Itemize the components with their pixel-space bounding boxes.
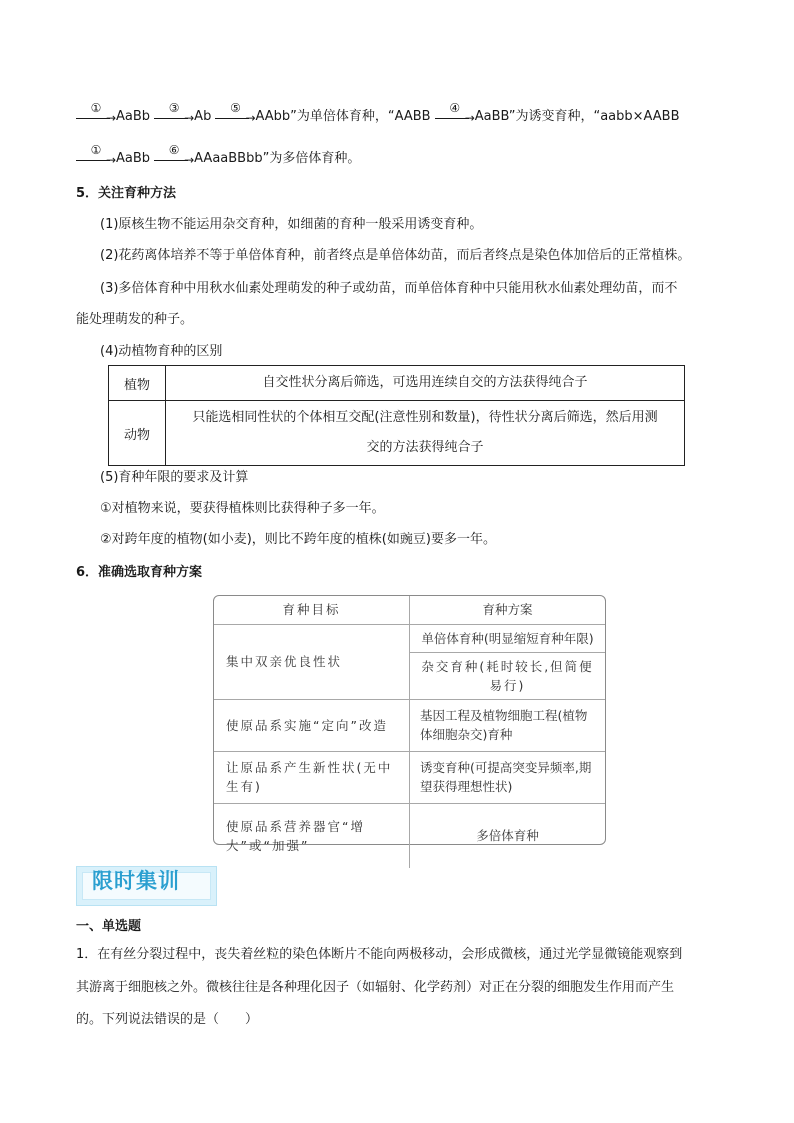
table-header-goal: 育种目标 [214, 596, 410, 624]
table-plan-cell: 杂交育种(耗时较长,但简便易行) [410, 652, 606, 699]
table-goal-cell: 集中双亲优良性状 [214, 624, 410, 699]
question-1-line-2: 其游离于细胞核之外。微核往往是各种理化因子（如辐射、化学药剂）对正在分裂的细胞发生作用而产生 [76, 980, 675, 995]
table-goal-cell: 使原品系实施“定向”改造 [214, 699, 410, 751]
notation-line-2 [76, 143, 361, 169]
paragraph-5-item-1: ①对植物来说，要获得植株则比获得种子多一年。 [100, 501, 385, 516]
arrow-step-6: ⑥ → [154, 149, 194, 169]
table-goal-cell: 让原品系产生新性状(无中生有) [214, 751, 410, 803]
paragraph-5-item-2: ②对跨年度的植物(如小麦)，则比不跨年度的植株(如豌豆)要多一年。 [100, 532, 496, 547]
paragraph-4: (4)动植物育种的区别 [100, 344, 223, 359]
table-header-plan: 育种方案 [410, 596, 606, 624]
notation-description: AAaaBBbb”为多倍体育种。 [194, 151, 361, 166]
timed-practice-banner [76, 866, 217, 906]
breeding-plan-table [213, 595, 606, 853]
genotype-text: AaBb [116, 109, 151, 124]
table-cell-label: 植物 [109, 366, 166, 401]
exercise-heading: 一、单选题 [76, 919, 142, 934]
table-plan-cell: 多倍体育种 [410, 803, 606, 868]
table-cell-label: 动物 [109, 401, 166, 466]
section-6-heading: 6．准确选取育种方案 [76, 565, 203, 580]
paragraph-5: (5)育种年限的要求及计算 [100, 470, 249, 485]
arrow-step-1: ① → [76, 107, 116, 127]
table-cell-line: 交的方法获得纯合子 [366, 440, 484, 455]
table-plan-cell: 诱变育种(可提高突变异频率,期望获得理想性状) [410, 751, 606, 803]
genotype-text: Ab [194, 109, 212, 124]
genotype-text: AaBb [116, 151, 151, 166]
animal-plant-breeding-table [108, 365, 685, 466]
paragraph-1: (1)原核生物不能运用杂交育种，如细菌的育种一般采用诱变育种。 [100, 217, 483, 232]
genotype-text: AAbb [255, 109, 291, 124]
notation-line-1 [76, 101, 680, 127]
paragraph-3-line-1: (3)多倍体育种中用秋水仙素处理萌发的种子或幼苗，而单倍体育种中只能用秋水仙素处理幼苗，而不 [100, 281, 678, 296]
arrow-step-1: ① → [76, 149, 116, 169]
notation-description: AaBB”为诱变育种，“aabb×AABB [474, 109, 680, 124]
paragraph-3-line-2: 能处理萌发的种子。 [76, 312, 194, 327]
arrow-step-4: ④ → [435, 107, 475, 127]
banner-label: 限时集训 [92, 869, 180, 893]
table-cell-line: 只能选相同性状的个体相互交配(注意性别和数量)，待性状分离后筛选，然后用测 [192, 410, 658, 425]
arrow-step-5: ⑤ → [215, 107, 255, 127]
arrow-step-3: ③ → [154, 107, 194, 127]
table-cell-value [166, 401, 685, 466]
notation-description: ”为单倍体育种，“AABB [290, 109, 431, 124]
table-cell-value: 自交性状分离后筛选，可选用连续自交的方法获得纯合子 [166, 366, 685, 401]
question-1-line-1: 1．在有丝分裂过程中，丧失着丝粒的染色体断片不能向两极移动，会形成微核，通过光学显微镜能观察到 [76, 947, 683, 962]
question-1-line-3: 的。下列说法错误的是（ ） [76, 1012, 259, 1027]
table-plan-cell: 单倍体育种(明显缩短育种年限) [410, 624, 606, 652]
paragraph-2: (2)花药离体培养不等于单倍体育种，前者终点是单倍体幼苗，而后者终点是染色体加倍后的正常植株。 [100, 248, 691, 263]
table-goal-cell: 使原品系营养器官“增大”或“加强” [214, 803, 410, 868]
table-plan-cell: 基因工程及植物细胞工程(植物体细胞杂交)育种 [410, 699, 606, 751]
section-5-heading: 5．关注育种方法 [76, 186, 177, 201]
